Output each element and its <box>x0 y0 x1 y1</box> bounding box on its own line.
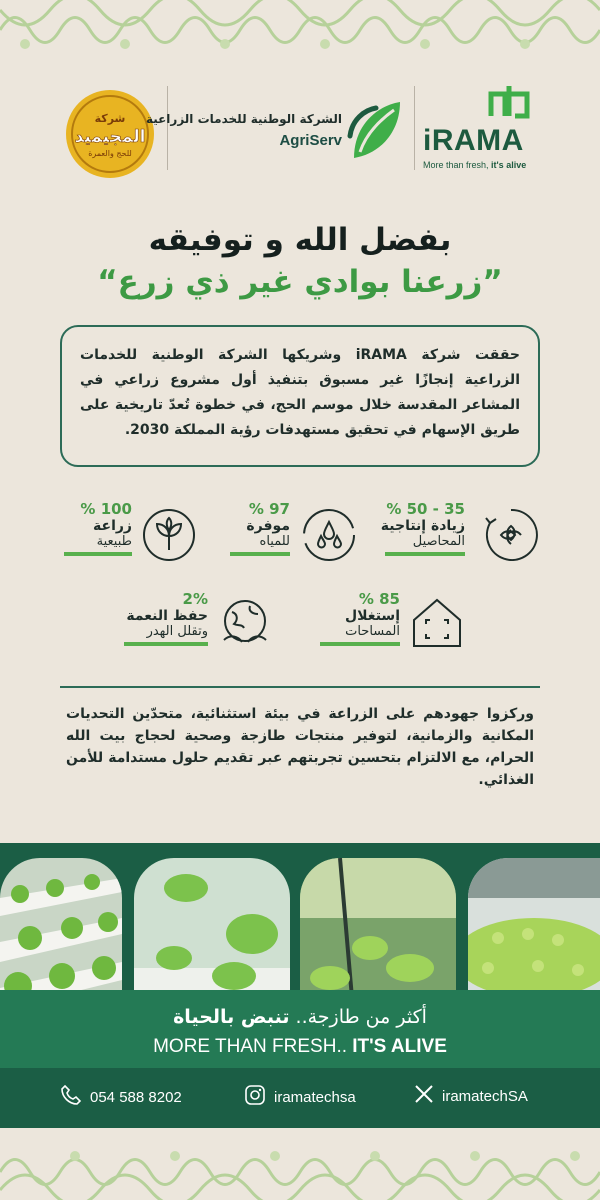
stat-sublabel: المساحات <box>345 624 400 639</box>
contact-phone[interactable] <box>60 1084 182 1110</box>
irama-mark-icon <box>487 80 531 120</box>
stat-underline <box>385 552 465 556</box>
earth-hands-icon <box>216 594 274 652</box>
logos-row <box>0 78 600 178</box>
irama-tagline: More than fresh, it's alive <box>423 160 527 170</box>
stat-natural-farming <box>64 500 132 556</box>
stat-label: زراعة <box>93 518 132 534</box>
space-house-icon <box>408 594 466 652</box>
crop-yield-icon <box>482 506 540 564</box>
stat-label: حفظ النعمة <box>126 608 208 624</box>
irama-name: iRAMA <box>423 124 524 157</box>
section-divider <box>60 686 540 688</box>
almajmeed-logo <box>64 88 156 180</box>
stat-label: زيادة إنتاجية <box>380 518 465 534</box>
irama-logo <box>423 78 543 178</box>
stat-space-usage <box>320 590 400 646</box>
headline-line1: بفضل الله و توفيقه <box>148 222 452 258</box>
stat-percent: 35 - 50 % <box>386 500 465 518</box>
x-logo-icon <box>414 1084 434 1108</box>
intro-box <box>60 325 540 467</box>
stat-water-saving <box>230 500 290 556</box>
stat-underline <box>64 552 132 556</box>
slogan-arabic: أكثر من طازجة.. تنبض بالحياة <box>173 1006 427 1028</box>
stat-percent: 2% <box>182 590 208 608</box>
almajmeed-sub-text: للحج والعمرة <box>88 149 132 158</box>
agriserv-leaf-icon <box>346 96 404 168</box>
headline-line2: ”زرعنا بوادي غير ذي زرع“ <box>97 264 503 300</box>
stat-underline <box>320 642 400 646</box>
stat-percent: 85 % <box>358 590 400 608</box>
bottom-decorative-pattern <box>0 1142 600 1200</box>
phone-number: 054 588 8202 <box>90 1088 182 1106</box>
almajmeed-name-text: المجيميد <box>74 127 146 147</box>
slogan-english: MORE THAN FRESH.. IT'S ALIVE <box>153 1036 447 1057</box>
water-saving-icon <box>300 506 358 564</box>
phone-icon <box>60 1084 82 1110</box>
intro-text: حققت شركة iRAMA وشريكها الشركة الوطنية للخدمات الزراعية إنجازًا غير مسبوق بتنفيذ أول مشروع زراعي في المشاعر المقدسة خلال موسم الحج، في خطوة تُعدّ تاريخية على طريق الإسهام في تحقيق مستهدفات رؤية المملكة 2030. <box>80 347 521 438</box>
agriserv-logo <box>145 86 404 176</box>
almajmeed-top-text: شركة <box>94 112 126 125</box>
stat-sublabel: وتقلل الهدر <box>146 624 208 639</box>
stat-crop-yield <box>380 500 465 556</box>
stat-underline <box>230 552 290 556</box>
logo-divider <box>167 86 168 170</box>
body-paragraph: وركزوا جهودهم على الزراعة في بيئة استثنائية، متحدّين التحديات المكانية والزمانية، لتوفير منتجات طازجة وصحية لحجاج بيت الله الحرام، مع الالتزام بتحسين تجربتهم عبر تقديم حلول مستدامة للأمن الغذائي. <box>66 706 534 788</box>
stat-label: إستغلال <box>345 608 400 624</box>
natural-leaf-icon <box>140 506 198 564</box>
agriserv-arabic-name: الشركة الوطنية للخدمات الزراعية <box>145 112 342 126</box>
stat-percent: 97 % <box>248 500 290 518</box>
stat-sublabel: المحاصيل <box>412 534 465 549</box>
contact-instagram[interactable] <box>244 1084 356 1110</box>
contact-x[interactable] <box>414 1084 528 1108</box>
stat-underline <box>124 642 208 646</box>
stat-waste-reduction <box>124 590 208 646</box>
stat-percent: 100 % <box>80 500 132 518</box>
instagram-handle: iramatechsa <box>274 1088 356 1106</box>
instagram-icon <box>244 1084 266 1110</box>
stat-sublabel: طبيعية <box>96 534 132 549</box>
top-decorative-pattern <box>0 0 600 60</box>
logo-divider <box>414 86 415 170</box>
stat-label: موفرة <box>246 518 290 534</box>
x-handle: iramatechSA <box>442 1087 528 1105</box>
stat-sublabel: للمياه <box>259 534 290 549</box>
agriserv-english-name: AgriServ <box>279 132 342 149</box>
